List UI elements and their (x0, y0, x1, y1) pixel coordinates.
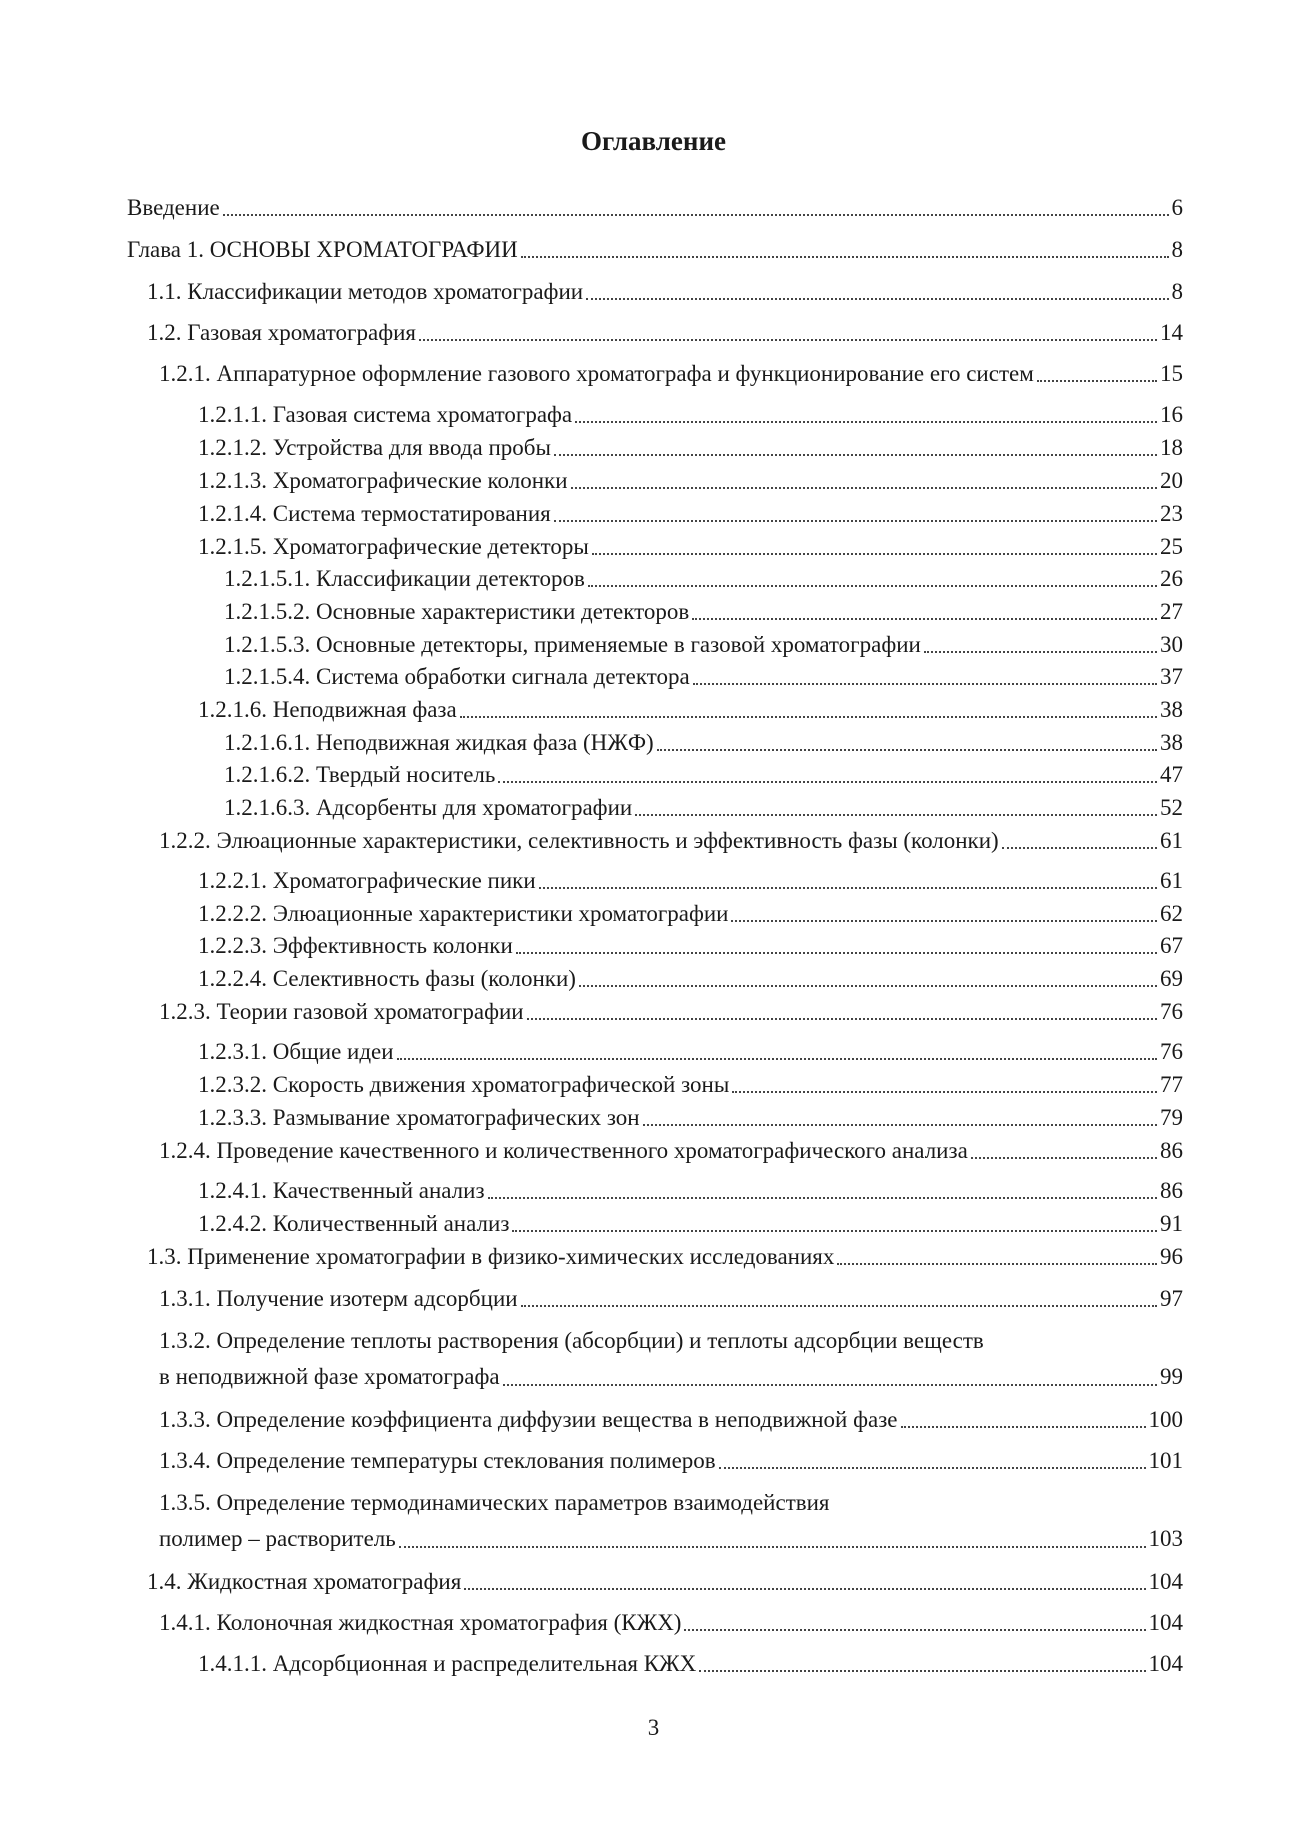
toc-entry-page: 20 (1160, 468, 1183, 493)
toc-entry-page: 61 (1160, 828, 1183, 853)
toc-entry-label: 1.2.4. Проведение качественного и количественного хроматографического анализа (159, 1138, 968, 1163)
toc-entry-page: 86 (1160, 1138, 1183, 1163)
toc-entry-page: 47 (1160, 762, 1183, 787)
dot-leader (924, 651, 1157, 653)
toc-entry-label: 1.4.1. Колоночная жидкостная хроматография (КЖХ) (159, 1610, 682, 1635)
dot-leader (692, 618, 1157, 620)
dot-leader (397, 1058, 1157, 1060)
toc-entry-page: 8 (1171, 237, 1183, 262)
toc-entry (224, 728, 1183, 758)
toc-entry-label: 1.2.2.2. Элюационные характеристики хроматографии (198, 901, 729, 926)
dot-leader (837, 1263, 1157, 1265)
toc-entry (198, 466, 1183, 496)
toc-entry-page: 104 (1148, 1651, 1183, 1676)
toc-entry (198, 400, 1183, 430)
toc-entry (198, 433, 1183, 463)
toc-entry-page: 103 (1148, 1526, 1183, 1551)
toc-entry-page: 91 (1160, 1211, 1183, 1236)
toc-entry-label: 1.2.1.5.3. Основные детекторы, применяемые в газовой хроматографии (224, 632, 921, 657)
toc-entry (198, 866, 1183, 896)
toc-entry (127, 193, 1183, 223)
dot-leader (635, 814, 1157, 816)
dot-leader (588, 585, 1157, 587)
toc-entry-label: 1.2.4.2. Количественный анализ (198, 1211, 510, 1236)
toc-entry-label: 1.3.3. Определение коэффициента диффузии вещества в неподвижной фазе (159, 1407, 898, 1432)
toc-entry-label: 1.2. Газовая хроматография (147, 320, 416, 345)
toc-entry-page: 16 (1160, 402, 1183, 427)
toc-entry (224, 597, 1183, 627)
dot-leader (684, 1629, 1145, 1631)
toc-entry-label: 1.2.1.5. Хроматографические детекторы (198, 534, 589, 559)
toc-entry (198, 964, 1183, 994)
dot-leader (901, 1426, 1146, 1428)
dot-leader (1037, 380, 1157, 382)
toc-entry-page: 26 (1160, 566, 1183, 591)
toc-entry (224, 564, 1183, 594)
toc-entry-label: 1.2.2.1. Хроматографические пики (198, 868, 536, 893)
toc-entry-label: 1.3.1. Получение изотерм адсорбции (159, 1286, 518, 1311)
toc-entry (198, 1176, 1183, 1206)
toc-entry-page: 8 (1171, 279, 1183, 304)
toc-entry-label: 1.3.2. Определение теплоты растворения (абсорбции) и теплоты адсорбции веществ (159, 1328, 984, 1353)
toc-entry-label: 1.3. Применение хроматографии в физико-химических исследованиях (147, 1244, 835, 1269)
toc-entry-label: 1.2.1.3. Хроматографические колонки (198, 468, 568, 493)
toc-entry-label: 1.4. Жидкостная хроматография (147, 1569, 462, 1594)
dot-leader (571, 487, 1157, 489)
toc-entry-line2 (159, 1359, 1183, 1395)
toc-entry-label: 1.2.1.6.2. Твердый носитель (224, 762, 496, 787)
toc-entry (127, 235, 1183, 265)
toc-entry-page: 14 (1160, 320, 1183, 345)
dot-leader (521, 256, 1169, 258)
dot-leader (512, 1230, 1157, 1232)
toc-entry-page: 30 (1160, 632, 1183, 657)
dot-leader (731, 920, 1157, 922)
toc-entry-label: 1.3.4. Определение температуры стеклования полимеров (159, 1448, 716, 1473)
toc-entry (224, 630, 1183, 660)
toc-entry-label: 1.2.2.3. Эффективность колонки (198, 933, 513, 958)
toc-entry-page: 27 (1160, 599, 1183, 624)
toc-entry-page: 77 (1160, 1072, 1183, 1097)
toc-entry-page: 99 (1160, 1364, 1183, 1389)
toc-entry-label: 1.2.3.2. Скорость движения хроматографической зоны (198, 1072, 730, 1097)
toc-entry-page: 6 (1171, 195, 1183, 220)
toc-entry-page: 97 (1160, 1286, 1183, 1311)
dot-leader (488, 1197, 1157, 1199)
toc-entry (224, 662, 1183, 692)
toc-entry (198, 899, 1183, 929)
toc-entry (198, 499, 1183, 529)
toc-entry-page: 101 (1148, 1448, 1183, 1473)
toc-entry-label: 1.2.1.5.4. Система обработки сигнала детектора (224, 664, 690, 689)
dot-leader (399, 1546, 1146, 1548)
toc-entry-label: 1.2.3.1. Общие идеи (198, 1039, 394, 1064)
dot-leader (575, 421, 1157, 423)
toc-entry (159, 1323, 1183, 1395)
toc-entry (147, 277, 1183, 307)
toc-entry-label: 1.2.1.6.3. Адсорбенты для хроматографии (224, 795, 633, 820)
toc-entry (198, 695, 1183, 725)
table-of-contents (127, 0, 1183, 1700)
toc-entry-label-cont: в неподвижной фазе хроматографа (159, 1364, 500, 1389)
toc-entry-page: 67 (1160, 933, 1183, 958)
toc-entry-page: 25 (1160, 534, 1183, 559)
dot-leader (719, 1467, 1146, 1469)
toc-entry-label: 1.2.1. Аппаратурное оформление газового хроматографа и функционирование его систем (159, 361, 1034, 386)
toc-entry-page: 86 (1160, 1178, 1183, 1203)
dot-leader (643, 1124, 1157, 1126)
dot-leader (503, 1384, 1157, 1386)
toc-entry-page: 100 (1148, 1407, 1183, 1432)
toc-entry-page: 38 (1160, 697, 1183, 722)
toc-entry (147, 1567, 1183, 1597)
toc-entry-label: 1.2.1.6.1. Неподвижная жидкая фаза (НЖФ) (224, 730, 654, 755)
toc-entry-page: 69 (1160, 966, 1183, 991)
toc-entry-page: 76 (1160, 999, 1183, 1024)
toc-entry (224, 793, 1183, 823)
toc-entry (198, 1037, 1183, 1067)
dot-leader (464, 1588, 1145, 1590)
toc-entry (159, 1136, 1183, 1166)
toc-entry (159, 1405, 1183, 1435)
dot-leader (971, 1157, 1157, 1159)
dot-leader (554, 520, 1157, 522)
dot-leader (693, 683, 1157, 685)
toc-entry (159, 1446, 1183, 1476)
toc-entry-label: 1.2.1.2. Устройства для ввода пробы (198, 435, 551, 460)
toc-entry (159, 1608, 1183, 1638)
toc-entry-page: 23 (1160, 501, 1183, 526)
toc-entry-label-cont: полимер – растворитель (159, 1526, 396, 1551)
toc-entry-page: 38 (1160, 730, 1183, 755)
toc-entry (159, 359, 1183, 389)
dot-leader (699, 1670, 1145, 1672)
toc-entry-line2 (159, 1521, 1183, 1557)
toc-entry (147, 1242, 1183, 1272)
toc-entry-label: Глава 1. ОСНОВЫ ХРОМАТОГРАФИИ (127, 237, 518, 262)
toc-entry-page: 52 (1160, 795, 1183, 820)
toc-entry-page: 18 (1160, 435, 1183, 460)
toc-entry (198, 1070, 1183, 1100)
dot-leader (516, 952, 1157, 954)
toc-entry-label: 1.1. Классификации методов хроматографии (147, 279, 584, 304)
toc-entry-label: 1.2.1.1. Газовая система хроматографа (198, 402, 573, 427)
toc-entry-label: 1.2.1.4. Система термостатирования (198, 501, 551, 526)
dot-leader (592, 553, 1157, 555)
toc-entry (224, 760, 1183, 790)
toc-entry (198, 931, 1183, 961)
dot-leader (460, 716, 1157, 718)
toc-entry (198, 1103, 1183, 1133)
toc-entry-label: 1.4.1.1. Адсорбционная и распределительная КЖХ (198, 1651, 697, 1676)
toc-entry (159, 826, 1183, 856)
toc-entry-label: 1.2.1.5.1. Классификации детекторов (224, 566, 585, 591)
toc-entry-label: 1.2.3.3. Размывание хроматографических зон (198, 1105, 640, 1130)
toc-entry-label: 1.2.2. Элюационные характеристики, селективность и эффективность фазы (колонки) (159, 828, 999, 853)
dot-leader (1002, 847, 1157, 849)
dot-leader (539, 887, 1157, 889)
toc-title: Оглавление (581, 126, 726, 156)
toc-entry-page: 104 (1148, 1569, 1183, 1594)
toc-entry-page: 62 (1160, 901, 1183, 926)
toc-entry (198, 532, 1183, 562)
toc-entry-label: 1.2.3. Теории газовой хроматографии (159, 999, 524, 1024)
toc-entry-label: 1.2.4.1. Качественный анализ (198, 1178, 485, 1203)
dot-leader (419, 339, 1157, 341)
toc-entry-page: 96 (1160, 1244, 1183, 1269)
dot-leader (521, 1305, 1157, 1307)
toc-entry-label: 1.3.5. Определение термодинамических параметров взаимодействия (159, 1490, 830, 1515)
toc-entry-label: 1.2.1.6. Неподвижная фаза (198, 697, 457, 722)
toc-entry-page: 76 (1160, 1039, 1183, 1064)
toc-entry-page: 79 (1160, 1105, 1183, 1130)
toc-entry-label: Введение (127, 195, 220, 220)
dot-leader (498, 781, 1157, 783)
dot-leader (732, 1091, 1157, 1093)
toc-entry (147, 318, 1183, 348)
dot-leader (527, 1018, 1157, 1020)
toc-entry-page: 15 (1160, 361, 1183, 386)
dot-leader (554, 454, 1157, 456)
dot-leader (586, 298, 1168, 300)
dot-leader (579, 985, 1157, 987)
toc-entry-page: 104 (1148, 1610, 1183, 1635)
toc-entry (159, 997, 1183, 1027)
toc-entry-label: 1.2.1.5.2. Основные характеристики детекторов (224, 599, 690, 624)
toc-entry-page: 37 (1160, 664, 1183, 689)
toc-entry (198, 1209, 1183, 1239)
dot-leader (657, 749, 1157, 751)
page-number: 3 (647, 1715, 660, 1740)
toc-entry-page: 61 (1160, 868, 1183, 893)
toc-entry (159, 1284, 1183, 1314)
toc-entry-label: 1.2.2.4. Селективность фазы (колонки) (198, 966, 576, 991)
toc-entry (198, 1649, 1183, 1679)
dot-leader (223, 214, 1169, 216)
toc-entry (159, 1485, 1183, 1557)
